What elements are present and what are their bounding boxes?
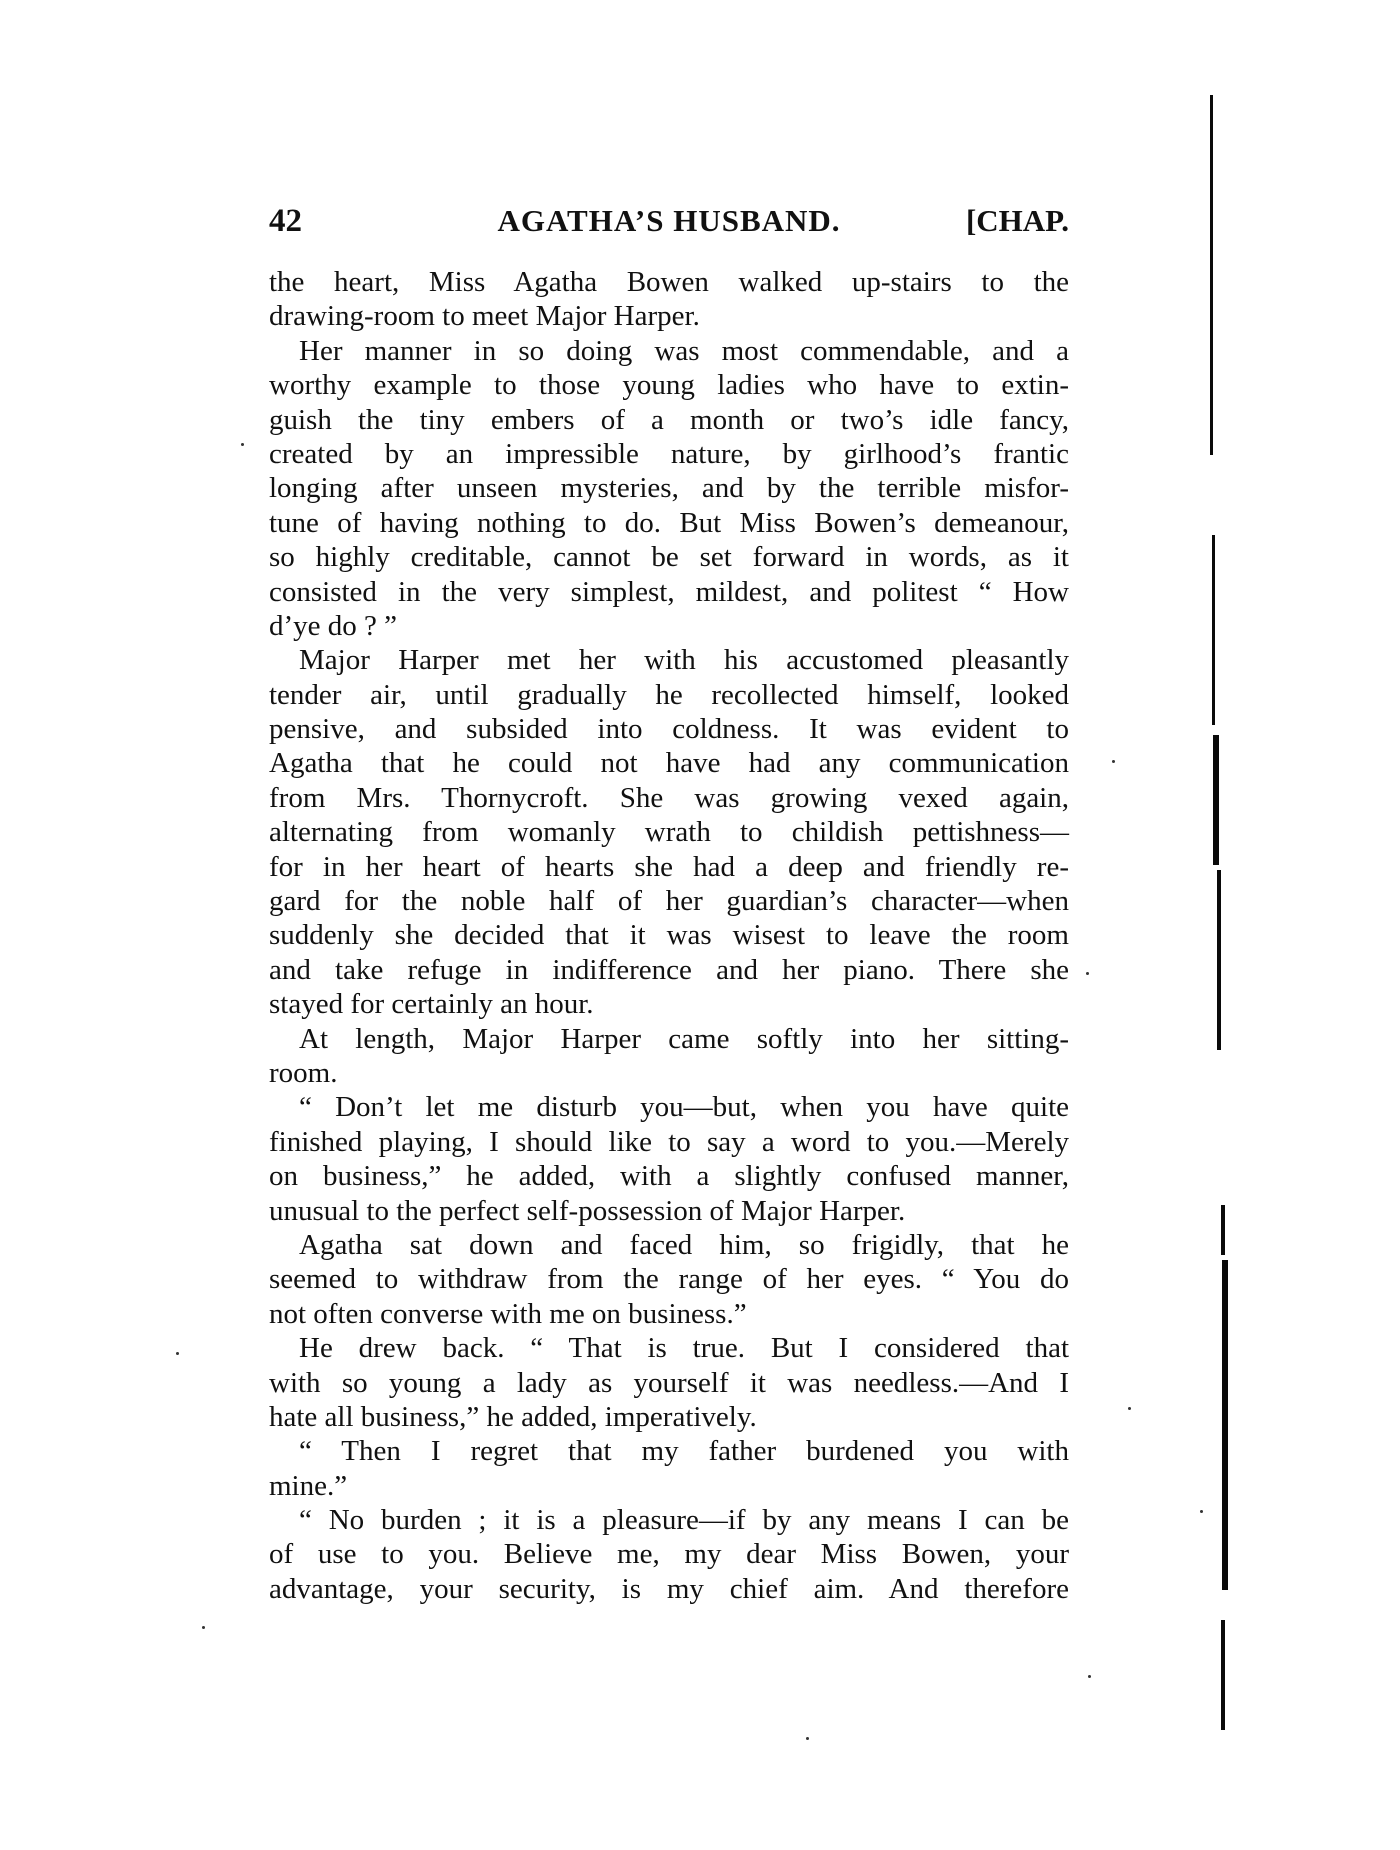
text-line: drawing-room to meet Major Harper. <box>269 300 700 333</box>
text-line: longing after unseen mysteries, and by the terrible misfor- <box>269 472 1069 505</box>
scan-edge-mark <box>1217 870 1221 1050</box>
text-line: pensive, and subsided into coldness. It was evident to <box>269 713 1069 746</box>
scan-edge-mark <box>1221 1620 1225 1730</box>
text-line: the heart, Miss Agatha Bowen walked up-stairs to the <box>269 266 1069 298</box>
scan-speck <box>1200 1510 1203 1513</box>
scan-speck <box>176 1352 179 1355</box>
scan-speck <box>806 1737 809 1740</box>
text-line: and take refuge in indifference and her piano. There she <box>269 953 1069 986</box>
text-line: not often converse with me on business.” <box>269 1297 747 1330</box>
text-line: Agatha sat down and faced him, so frigidly, that he <box>299 1228 1069 1261</box>
text-line: of use to you. Believe me, my dear Miss Bowen, your <box>269 1538 1069 1571</box>
text-line: He drew back. “ That is true. But I considered that <box>299 1332 1069 1365</box>
text-line: with so young a lady as yourself it was needless.—And I <box>269 1366 1069 1399</box>
text-line: alternating from womanly wrath to childish pettishness— <box>269 816 1069 849</box>
scan-edge-mark <box>1212 535 1215 725</box>
text-line: hate all business,” he added, imperatively. <box>269 1400 757 1433</box>
text-line: Agatha that he could not have had any communication <box>269 747 1069 780</box>
text-line: “ Then I regret that my father burdened you with <box>299 1435 1069 1468</box>
text-line: Her manner in so doing was most commendable, and a <box>299 334 1069 367</box>
text-line: suddenly she decided that it was wisest to leave the room <box>269 919 1069 952</box>
text-line: finished playing, I should like to say a word to you.—Merely <box>269 1125 1069 1158</box>
page-number: 42 <box>269 203 302 239</box>
scan-speck <box>241 443 244 446</box>
chapter-mark: [CHAP. <box>965 203 1069 238</box>
scan-speck <box>1088 1675 1091 1678</box>
scan-edge-mark <box>1222 1260 1228 1590</box>
text-line: tender air, until gradually he recollected himself, looked <box>269 678 1069 711</box>
text-line: Major Harper met her with his accustomed pleasantly <box>299 644 1069 677</box>
text-line: worthy example to those young ladies who have to extin- <box>269 369 1069 402</box>
text-line: guish the tiny embers of a month or two’s idle fancy, <box>269 403 1069 436</box>
scan-speck <box>202 1626 205 1629</box>
text-line: mine.” <box>269 1469 348 1502</box>
text-line: stayed for certainly an hour. <box>269 988 594 1021</box>
text-line: so highly creditable, cannot be set forward in words, as it <box>269 541 1069 574</box>
text-line: on business,” he added, with a slightly confused manner, <box>269 1160 1069 1193</box>
text-line: room. <box>269 1056 338 1089</box>
text-line: “ Don’t let me disturb you—but, when you have quite <box>299 1091 1069 1124</box>
running-title: AGATHA’S HUSBAND. <box>497 203 841 238</box>
scan-speck <box>1128 1407 1131 1410</box>
text-line: At length, Major Harper came softly into her sitting- <box>299 1022 1069 1055</box>
text-line: unusual to the perfect self-possession of Major Harper. <box>269 1194 906 1227</box>
scan-speck <box>1086 972 1089 975</box>
text-line: seemed to withdraw from the range of her eyes. “ You do <box>269 1263 1069 1296</box>
scan-speck <box>1112 760 1115 763</box>
scan-edge-mark <box>1213 735 1219 865</box>
text-line: tune of having nothing to do. But Miss Bowen’s demeanour, <box>269 506 1069 539</box>
text-line: “ No burden ; it is a pleasure—if by any means I can be <box>299 1504 1069 1537</box>
text-line: advantage, your security, is my chief aim. And therefore <box>269 1572 1069 1605</box>
text-line: d’ye do ? ” <box>269 609 398 642</box>
text-line: from Mrs. Thornycroft. She was growing vexed again, <box>269 781 1069 814</box>
body-text <box>269 265 1069 1606</box>
running-head <box>269 201 1069 241</box>
text-line: for in her heart of hearts she had a deep and friendly re- <box>269 850 1069 883</box>
text-line: created by an impressible nature, by girlhood’s frantic <box>269 437 1069 470</box>
text-line: gard for the noble half of her guardian’s character—when <box>269 885 1069 918</box>
text-line: consisted in the very simplest, mildest, and politest “ How <box>269 575 1069 608</box>
scan-edge-mark <box>1221 1205 1225 1255</box>
scan-edge-mark <box>1210 95 1213 455</box>
